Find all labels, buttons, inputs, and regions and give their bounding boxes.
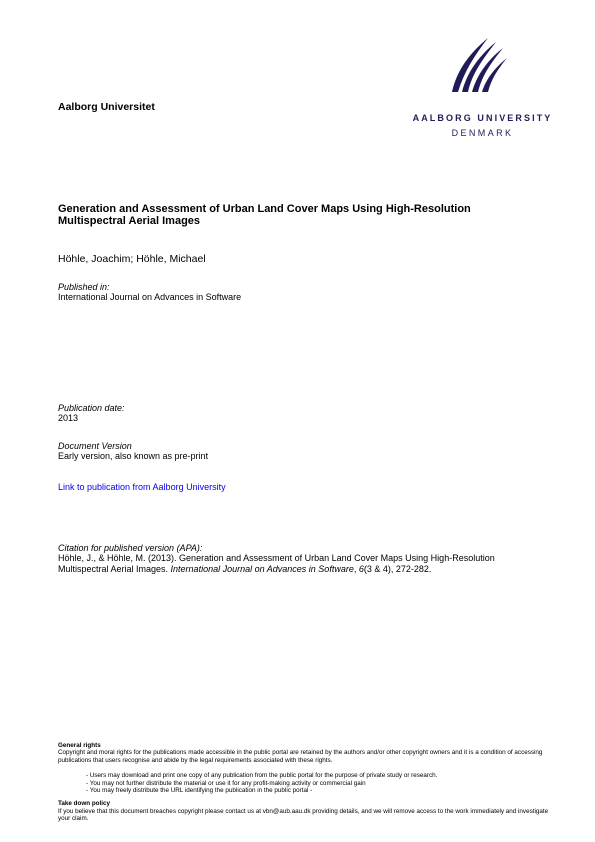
published-in-label: Published in: [58, 282, 110, 292]
general-rights-text: Copyright and moral rights for the publications made accessible in the public portal are retained by the authors and/or other copyright owners and it is a condition of accessing publications that users recognise and abide by the legal requirements associated with these rights. [58, 749, 543, 764]
rights-section [58, 742, 558, 823]
publication-date-label: Publication date: [58, 403, 125, 413]
institution-name: Aalborg Universitet [58, 101, 155, 113]
list-item: - Users may download and print one copy of any publication from the public portal for the purpose of private study or research. [86, 772, 438, 780]
document-version-section [58, 441, 208, 461]
document-version-label: Document Version [58, 441, 132, 451]
title-line-2: Multispectral Aerial Images [58, 215, 201, 227]
citation-issue-pages: (3 & 4), 272-282. [363, 564, 432, 574]
authors: Höhle, Joachim; Höhle, Michael [58, 253, 206, 265]
takedown-text: If you believe that this document breaches copyright please contact us at vbn@aub.aau.dk providing details, and we will remove access to the work immediately and investigate your claim. [58, 807, 549, 823]
publication-date-value: 2013 [58, 413, 79, 423]
aau-wave-logo-icon [448, 36, 508, 94]
list-item: - You may not further distribute the material or use it for any profit-making activity or commercial gain [86, 779, 366, 787]
title-line-1: Generation and Assessment of Urban Land Cover Maps Using High-Resolution [58, 203, 471, 215]
citation-volume: 6 [358, 564, 364, 574]
document-version-value: Early version, also known as pre-print [58, 451, 209, 461]
citation-section [58, 543, 558, 575]
citation-journal: International Journal on Advances in Software [170, 564, 354, 574]
takedown-heading: Take down policy [58, 800, 111, 808]
citation-title-part: Multispectral Aerial Images. [58, 564, 171, 574]
citation-line-1: Höhle, J., & Höhle, M. (2013). Generation and Assessment of Urban Land Cover Maps Using High-Resolution [58, 553, 495, 563]
logo-text-country: DENMARK [451, 128, 514, 138]
general-rights-heading: General rights [58, 742, 101, 749]
list-item: - You may freely distribute the URL identifying the publication in the public portal - [86, 787, 313, 795]
document-title [58, 203, 538, 227]
rights-bullet-list [86, 772, 558, 794]
citation-label: Citation for published version (APA): [58, 543, 203, 553]
published-in-value: International Journal on Advances in Software [58, 292, 242, 302]
citation-separator: , [353, 564, 359, 574]
citation-line-2 [58, 564, 558, 575]
publication-link[interactable]: Link to publication from Aalborg University [58, 482, 226, 492]
publication-date-section [58, 403, 125, 423]
university-logo [400, 36, 565, 146]
published-in-section [58, 282, 241, 302]
logo-text-university: AALBORG UNIVERSITY [412, 113, 553, 123]
